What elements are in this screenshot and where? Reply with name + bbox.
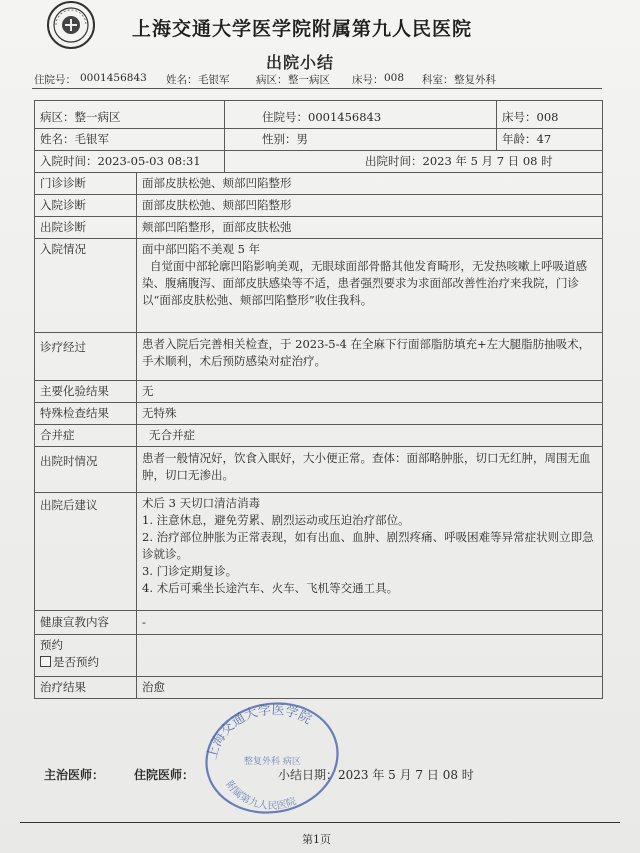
stamp-bottom-text: 附属第九人民医院 — [223, 779, 298, 812]
discharge-status-label: 出院时情况 — [35, 447, 137, 493]
header-bed: 008 — [384, 72, 405, 84]
summary-date: 2023 年 5 月 7 日 08 时 — [338, 768, 474, 782]
result-value: 治愈 — [137, 677, 603, 699]
advice-item: 2. 治疗部位肿胀为正常表现，如有出血、血肿、剧烈疼痛、呼吸困难等异常症状则立即急诊就诊。 — [142, 530, 594, 561]
attending-label: 主治医师： — [44, 768, 105, 782]
admit-dx-label: 入院诊断 — [35, 195, 137, 217]
ward-cell: 病区：整一病区 — [35, 101, 225, 129]
document-title: 出院小结 — [266, 53, 335, 72]
appointment-value — [137, 635, 603, 677]
lab-label: 主要化验结果 — [35, 381, 137, 403]
discharge-dx-label: 出院诊断 — [35, 217, 137, 239]
outpatient-dx-value: 面部皮肤松弛、颊部凹陷整形 — [137, 173, 603, 195]
outpatient-dx-label: 门诊诊断 — [35, 173, 137, 195]
header-name-label: 姓名： — [166, 74, 198, 86]
treatment-value: 患者入院后完善相关检查，于 2023-5-4 在全麻下行面部脂肪填充+左大腿脂肪抽吸术，手术顺利，术后预防感染对症治疗。 — [137, 333, 603, 381]
resident-label: 住院医师： — [134, 768, 195, 782]
footer-divider — [20, 822, 620, 823]
patient-name-cell: 姓名：毛银军 — [35, 129, 225, 151]
admit-status-line1: 面中部凹陷不美观 5 年 — [142, 242, 261, 256]
discharge-form-table — [34, 100, 603, 699]
discharge-status-value: 患者一般情况好，饮食入眠好，大小便正常。查体：面部略肿胀，切口无红肿，周围无血肿，切口无渗出。 — [137, 447, 603, 493]
svg-text:附属第九人民医院 — [223, 778, 297, 812]
result-label: 治疗结果 — [35, 677, 137, 699]
header-name: 毛银军 — [198, 74, 230, 86]
lab-value: 无 — [137, 381, 603, 403]
complication-label: 合并症 — [35, 425, 137, 447]
header-bed-label: 床号： — [352, 74, 384, 86]
hospital-name: 上海交通大学医学院附属第九人民医院 — [132, 18, 473, 40]
header-ward-label: 病区： — [256, 74, 288, 86]
stamp-middle-text: 整复外科 病区 — [244, 757, 301, 767]
admit-dx-value: 面部皮肤松弛、颊部凹陷整形 — [137, 195, 603, 217]
complication-value: 无合并症 — [137, 425, 603, 447]
page-number: 第1页 — [302, 833, 331, 846]
admit-status-line2: 自觉面中部轮廓凹陷影响美观，无眼球面部骨骼其他发育畸形，无发热咳嗽上呼吸道感染、腹痛腹泻、面部皮肤感染等不适，患者强烈要求为求面部改善性治疗来我院，门诊以“面部皮肤松弛、颊部凹陷整形”收住我科。 — [142, 259, 587, 307]
header-dept: 整复外科 — [454, 74, 496, 86]
header-info-line — [0, 72, 640, 86]
discharge-time-cell: 出院时间：2023 年 5 月 7 日 08 时 — [225, 151, 603, 173]
advice-item: 1. 注意休息，避免劳累、剧烈运动或压迫治疗部位。 — [142, 513, 410, 527]
discharge-dx-value: 颊部凹陷整形，面部皮肤松弛 — [137, 217, 603, 239]
advice-intro: 术后 3 天切口清洁消毒 — [142, 496, 261, 510]
age-cell: 年龄：47 — [497, 129, 603, 151]
gender-cell: 性别：男 — [225, 129, 497, 151]
appointment-cell — [35, 635, 137, 677]
treatment-label: 诊疗经过 — [35, 333, 137, 381]
advice-value — [137, 493, 603, 611]
admit-time-cell: 入院时间：2023-05-03 08:31 — [35, 151, 225, 173]
summary-date-label: 小结日期： — [278, 768, 339, 782]
hospital-logo-icon — [44, 0, 98, 50]
header-divider — [32, 88, 602, 89]
stamp-arc-text: 上海交通大学医学院 — [204, 702, 314, 761]
special-exam-label: 特殊检查结果 — [35, 403, 137, 425]
appointment-option-label: 是否预约 — [53, 655, 99, 669]
header-dept-label: 科室： — [422, 74, 454, 86]
hospital-seal-stamp — [196, 688, 346, 816]
header-ward: 整一病区 — [288, 74, 330, 86]
appointment-option[interactable] — [40, 654, 131, 671]
special-exam-value: 无特殊 — [137, 403, 603, 425]
admit-status-value — [137, 239, 603, 333]
advice-item: 3. 门诊定期复诊。 — [142, 564, 238, 578]
appointment-label: 预约 — [40, 638, 63, 652]
appointment-checkbox[interactable] — [40, 656, 51, 667]
bed-cell: 床号：008 — [497, 101, 603, 129]
admission-no-cell: 住院号：0001456843 — [225, 101, 497, 129]
svg-text:上海交通大学医学院 — [205, 703, 314, 761]
advice-label: 出院后建议 — [35, 493, 137, 611]
admit-status-label: 入院情况 — [35, 239, 137, 333]
header-admission-no: 0001456843 — [80, 72, 147, 84]
header-admission-no-label: 住院号： — [34, 74, 76, 86]
health-edu-label: 健康宣教内容 — [35, 611, 137, 635]
advice-item: 4. 术后可乘坐长途汽车、火车、飞机等交通工具。 — [142, 581, 399, 595]
health-edu-value: - — [137, 611, 603, 635]
